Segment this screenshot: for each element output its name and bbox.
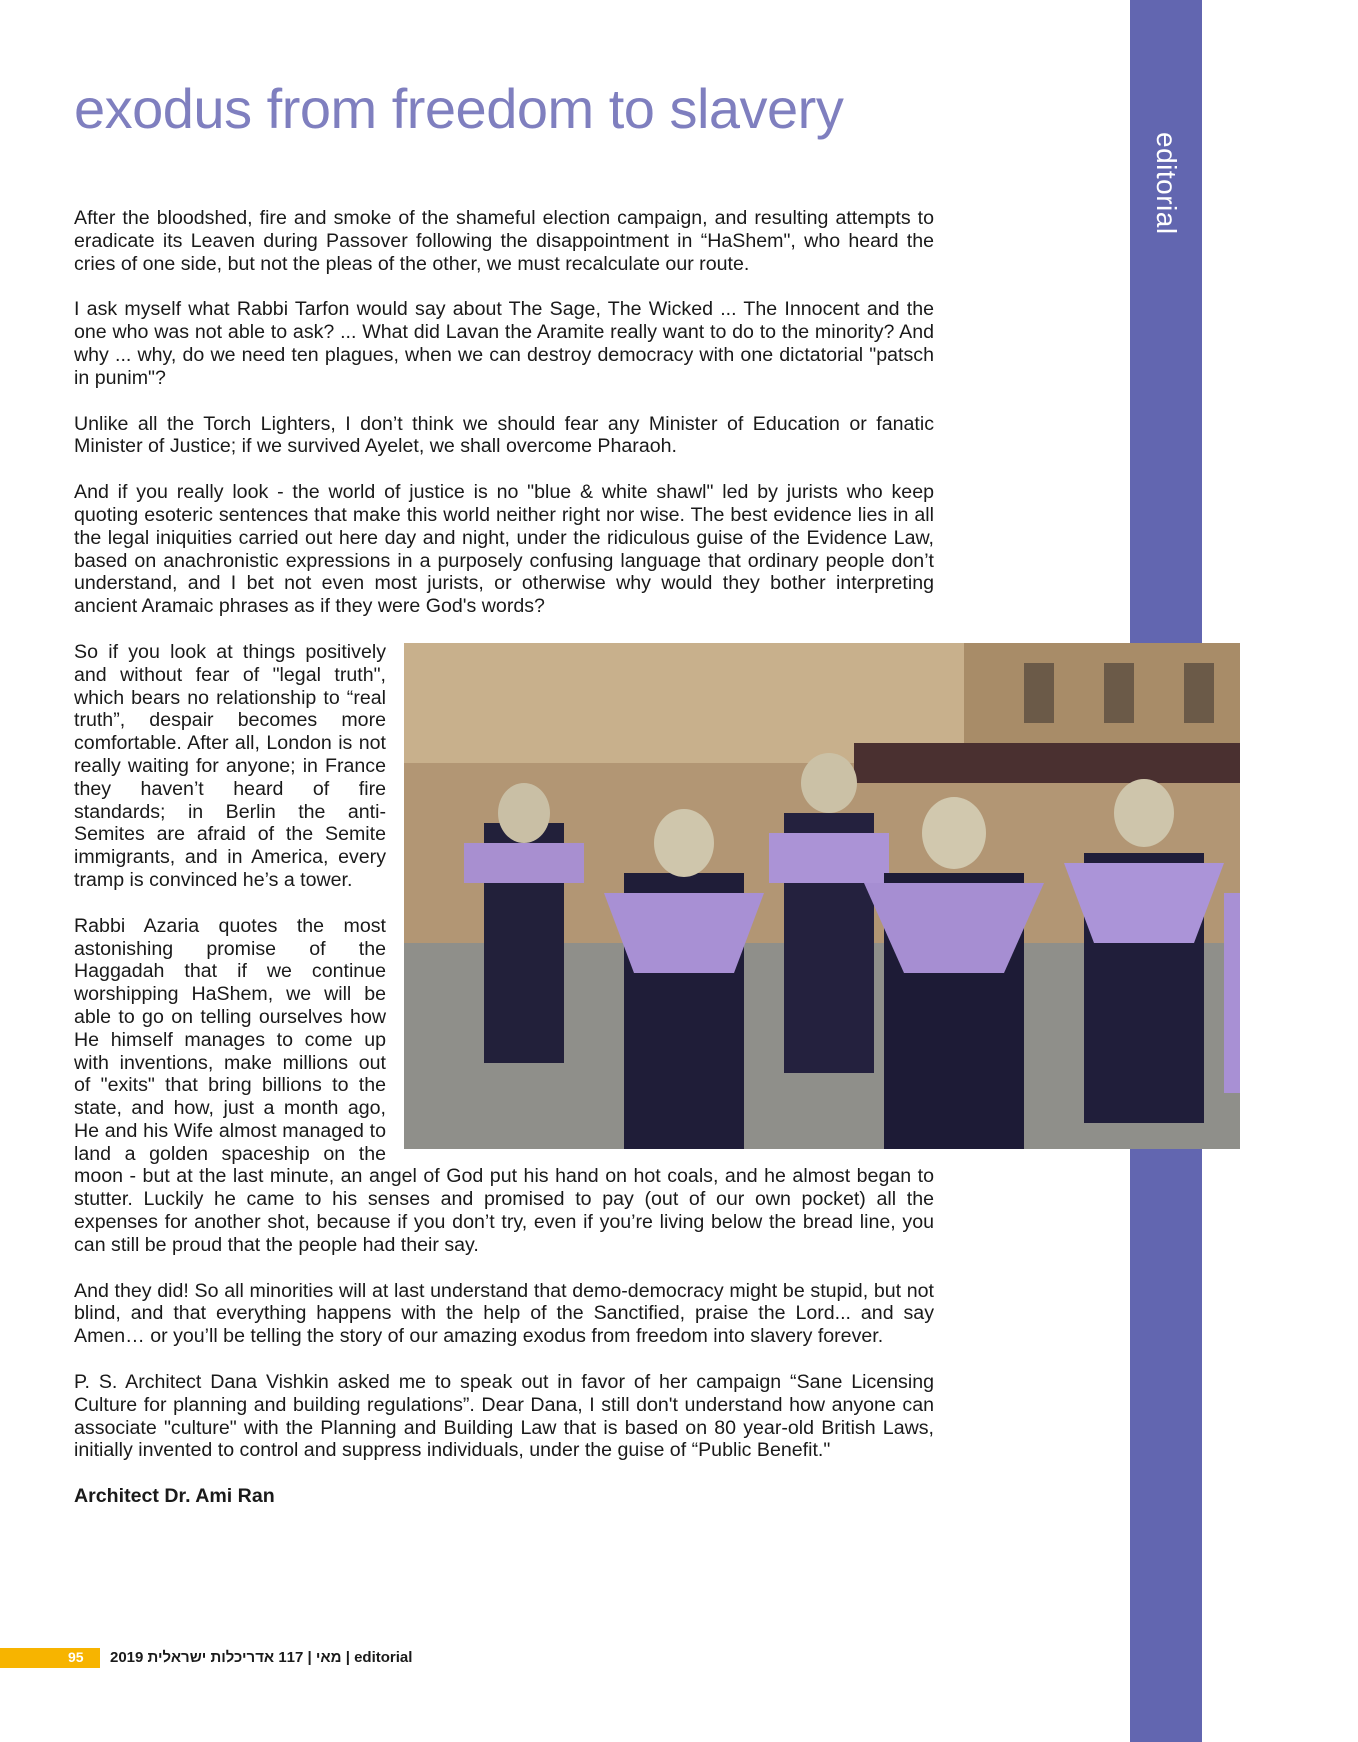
section-label: editorial: [1151, 132, 1182, 235]
paragraph: Unlike all the Torch Lighters, I don’t think we should fear any Minister of Education or fanatic Minister of Justice; if we survived Ayelet, we shall overcome Pharaoh.: [74, 412, 934, 458]
paragraph: So if you look at things positively and without fear of "legal truth", which bears no relationship to “real truth”, despair becomes more comfortable. After all, London is not really waiting for anyone; in France they haven’t heard of fire standards; in Berlin the anti-Semites are afraid of the Semite immigrants, and in America, every tramp is convinced he’s a tower.: [74, 640, 386, 891]
article-body: [74, 207, 934, 1531]
footer-running-text: 2019 מאי | 117 אדריכלות ישראלית | editorial: [110, 1649, 413, 1666]
paragraph: After the bloodshed, fire and smoke of the shameful election campaign, and resulting attempts to eradicate its Leaven during Passover following the disappointment in “HaShem", who heard the cries of one side, but not the pleas of the other, we must recalculate our route.: [74, 207, 934, 275]
footer-page-bar: [0, 1648, 100, 1668]
author-signature: Architect Dr. Ami Ran: [74, 1485, 275, 1508]
article-title: exodus from freedom to slavery: [74, 77, 844, 140]
paragraph: P. S. Architect Dana Vishkin asked me to speak out in favor of her campaign “Sane Licensing Culture for planning and building regulations”. Dear Dana, I still don't understand how anyone can associate "culture" with the Planning and Building Law that is based on 80 year-old British Laws, initially invented to control and suppress individuals, under the guise of “Public Benefit.": [74, 1371, 934, 1462]
paragraph: And they did! So all minorities will at last understand that demo-democracy might be stupid, but not blind, and that everything happens with the help of the Sanctified, praise the Lord... and say Amen… or you’ll be telling the story of our amazing exodus from freedom into slavery forever.: [74, 1279, 934, 1348]
paragraph: And if you really look - the world of justice is no "blue & white shawl" led by jurists who keep quoting esoteric sentences that make this world neither right nor wise. The best evidence lies in all the legal iniquities carried out here day and night, under the ridiculous guise of the Evidence Law, based on anachronistic expressions in a purposely confusing language that ordinary people don’t understand, and I bet not even most jurists, or otherwise why would they bother interpreting ancient Aramaic phrases as if they were God's words?: [74, 481, 934, 618]
paragraph: I ask myself what Rabbi Tarfon would say about The Sage, The Wicked ... The Innocent and the one who was not able to ask? ... What did Lavan the Aramite really want to do to the minority? And why ... why, do we need ten plagues, when we can destroy democracy with one dictatorial "patsch in punim"?: [74, 298, 934, 389]
page-number: 95: [68, 1649, 84, 1665]
photo-illustration: [404, 643, 1240, 1149]
paragraph: Rabbi Azaria quotes the most astonishing promise of the Haggadah that if we continue worshipping HaShem, we will be able to go on telling ourselves how He himself manages to come up with inventions, make millions out of "exits" that bring billions to the state, and how, just a month ago, He and his Wife almost managed to land a golden spaceship on the moon - but at the last minute, an angel of God put his hand on hot coals, and he almost began to stutter. Luckily he came to his senses and promised to pay (out of our own pocket) all the expenses for another shot, because if you don’t try, even if you’re living below the bread line, you can still be proud that the people had their say.: [74, 914, 934, 1256]
judges-procession-photo: [404, 643, 1240, 1149]
